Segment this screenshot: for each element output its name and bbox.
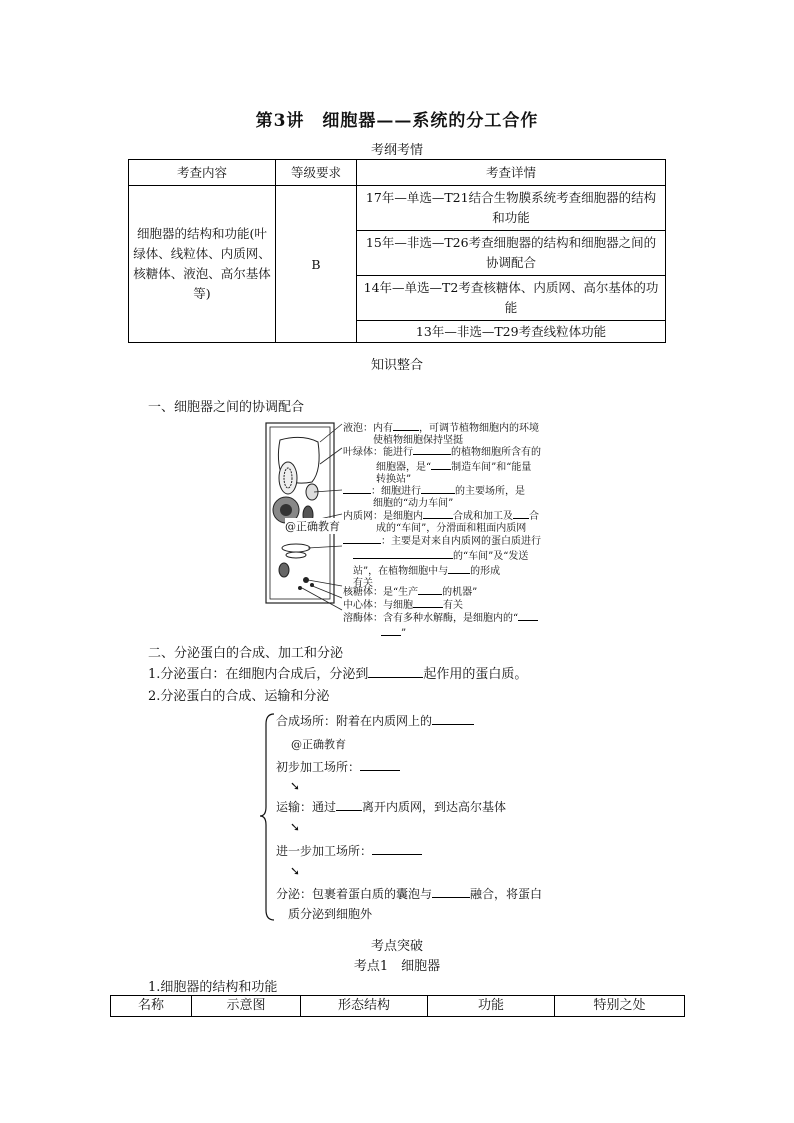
header-function: 功能 [428,996,555,1017]
watermark: @正确教育 [285,520,340,533]
annotation-ribosome: 核糖体：是“生产 的机器” [343,584,573,599]
annotation-mitochondria: ：细胞进行 的主要场所，是 细胞的“动力车间” [343,483,573,510]
table-header-row [111,996,685,1017]
annotation-golgi: ：主要是对来自内质网的蛋白质进行 的“车间”及“发送 站”，在植物细胞中与 的形成 有关 [343,533,573,590]
content-cell: 细胞器的结构和功能(叶绿体、线粒体、内质网、核糖体、液泡、高尔基体等) [129,186,276,343]
page-title: 第3讲 细胞器——系统的分工合作 [255,111,539,131]
flow-secretion: 分泌：包裹着蛋白质的囊泡与 融合，将蛋白 质分泌到细胞外 [276,887,543,921]
header-name: 名称 [111,996,192,1017]
annotation-chloroplast: 叶绿体：能进行 的植物细胞所含有的 细胞器，是“ 制造车间”和“能量 转换站” [343,444,573,486]
section2-item1: 1.分泌蛋白：在细胞内合成后，分泌到 起作用的蛋白质。 [148,667,528,682]
header-content: 考查内容 [129,160,276,186]
arrow-down-icon: ➘ [290,779,301,793]
annotation-vacuole: 液泡：内有 ，可调节植物细胞内的环境 使植物细胞保持坚挺 [343,420,573,447]
section2-heading: 二、分泌蛋白的合成、加工和分泌 [148,646,344,661]
header-level: 等级要求 [276,160,357,186]
breakthrough-heading: 考点突破 [370,939,423,954]
detail-cell: 17年—单选—T21结合生物膜系统考查细胞器的结构和功能 [357,186,666,231]
breakthrough-subheading: 考点1 细胞器 [353,959,441,974]
detail-cell: 15年—非选—T26考查细胞器的结构和细胞器之间的协调配合 [357,231,666,276]
annotation-centrosome: 中心体：与细胞 有关 [343,597,573,612]
outline-table [128,159,666,343]
watermark: @正确教育 [291,738,346,751]
organelle-table [110,995,685,1017]
flow-initial-processing: 初步加工场所： [276,758,400,775]
detail-cell: 13年—非选—T29考查线粒体功能 [357,321,666,343]
table-header-row [129,160,666,186]
knowledge-heading: 知识整合 [370,358,423,373]
flow-synthesis: 合成场所：附着在内质网上的 [276,712,474,729]
header-structure: 形态结构 [301,996,428,1017]
section2-item2: 2.分泌蛋白的合成、运输和分泌 [148,689,330,704]
breakthrough-item1: 1.细胞器的结构和功能 [148,980,278,995]
arrow-down-icon: ➘ [290,820,301,834]
annotation-lysosome: 溶酶体：含有多种水解酶，是细胞内的“ ” [343,610,573,640]
section1-heading: 一、细胞器之间的协调配合 [148,400,305,415]
brace-icon [258,712,278,922]
flow-further-processing: 进一步加工场所： [276,842,422,859]
outline-heading: 考纲考情 [370,143,423,158]
detail-cell: 14年—单选—T2考查核糖体、内质网、高尔基体的功能 [357,276,666,321]
level-cell: B [276,186,357,343]
header-diagram: 示意图 [192,996,301,1017]
annotation-er: 内质网：是细胞内 合成和加工及 合 成的“车间”，分滑面和粗面内质网 [343,508,578,535]
header-special: 特别之处 [555,996,685,1017]
arrow-down-icon: ➘ [290,864,301,878]
header-details: 考查详情 [357,160,666,186]
table-row [129,186,666,231]
flow-transport: 运输：通过 离开内质网，到达高尔基体 [276,800,507,814]
